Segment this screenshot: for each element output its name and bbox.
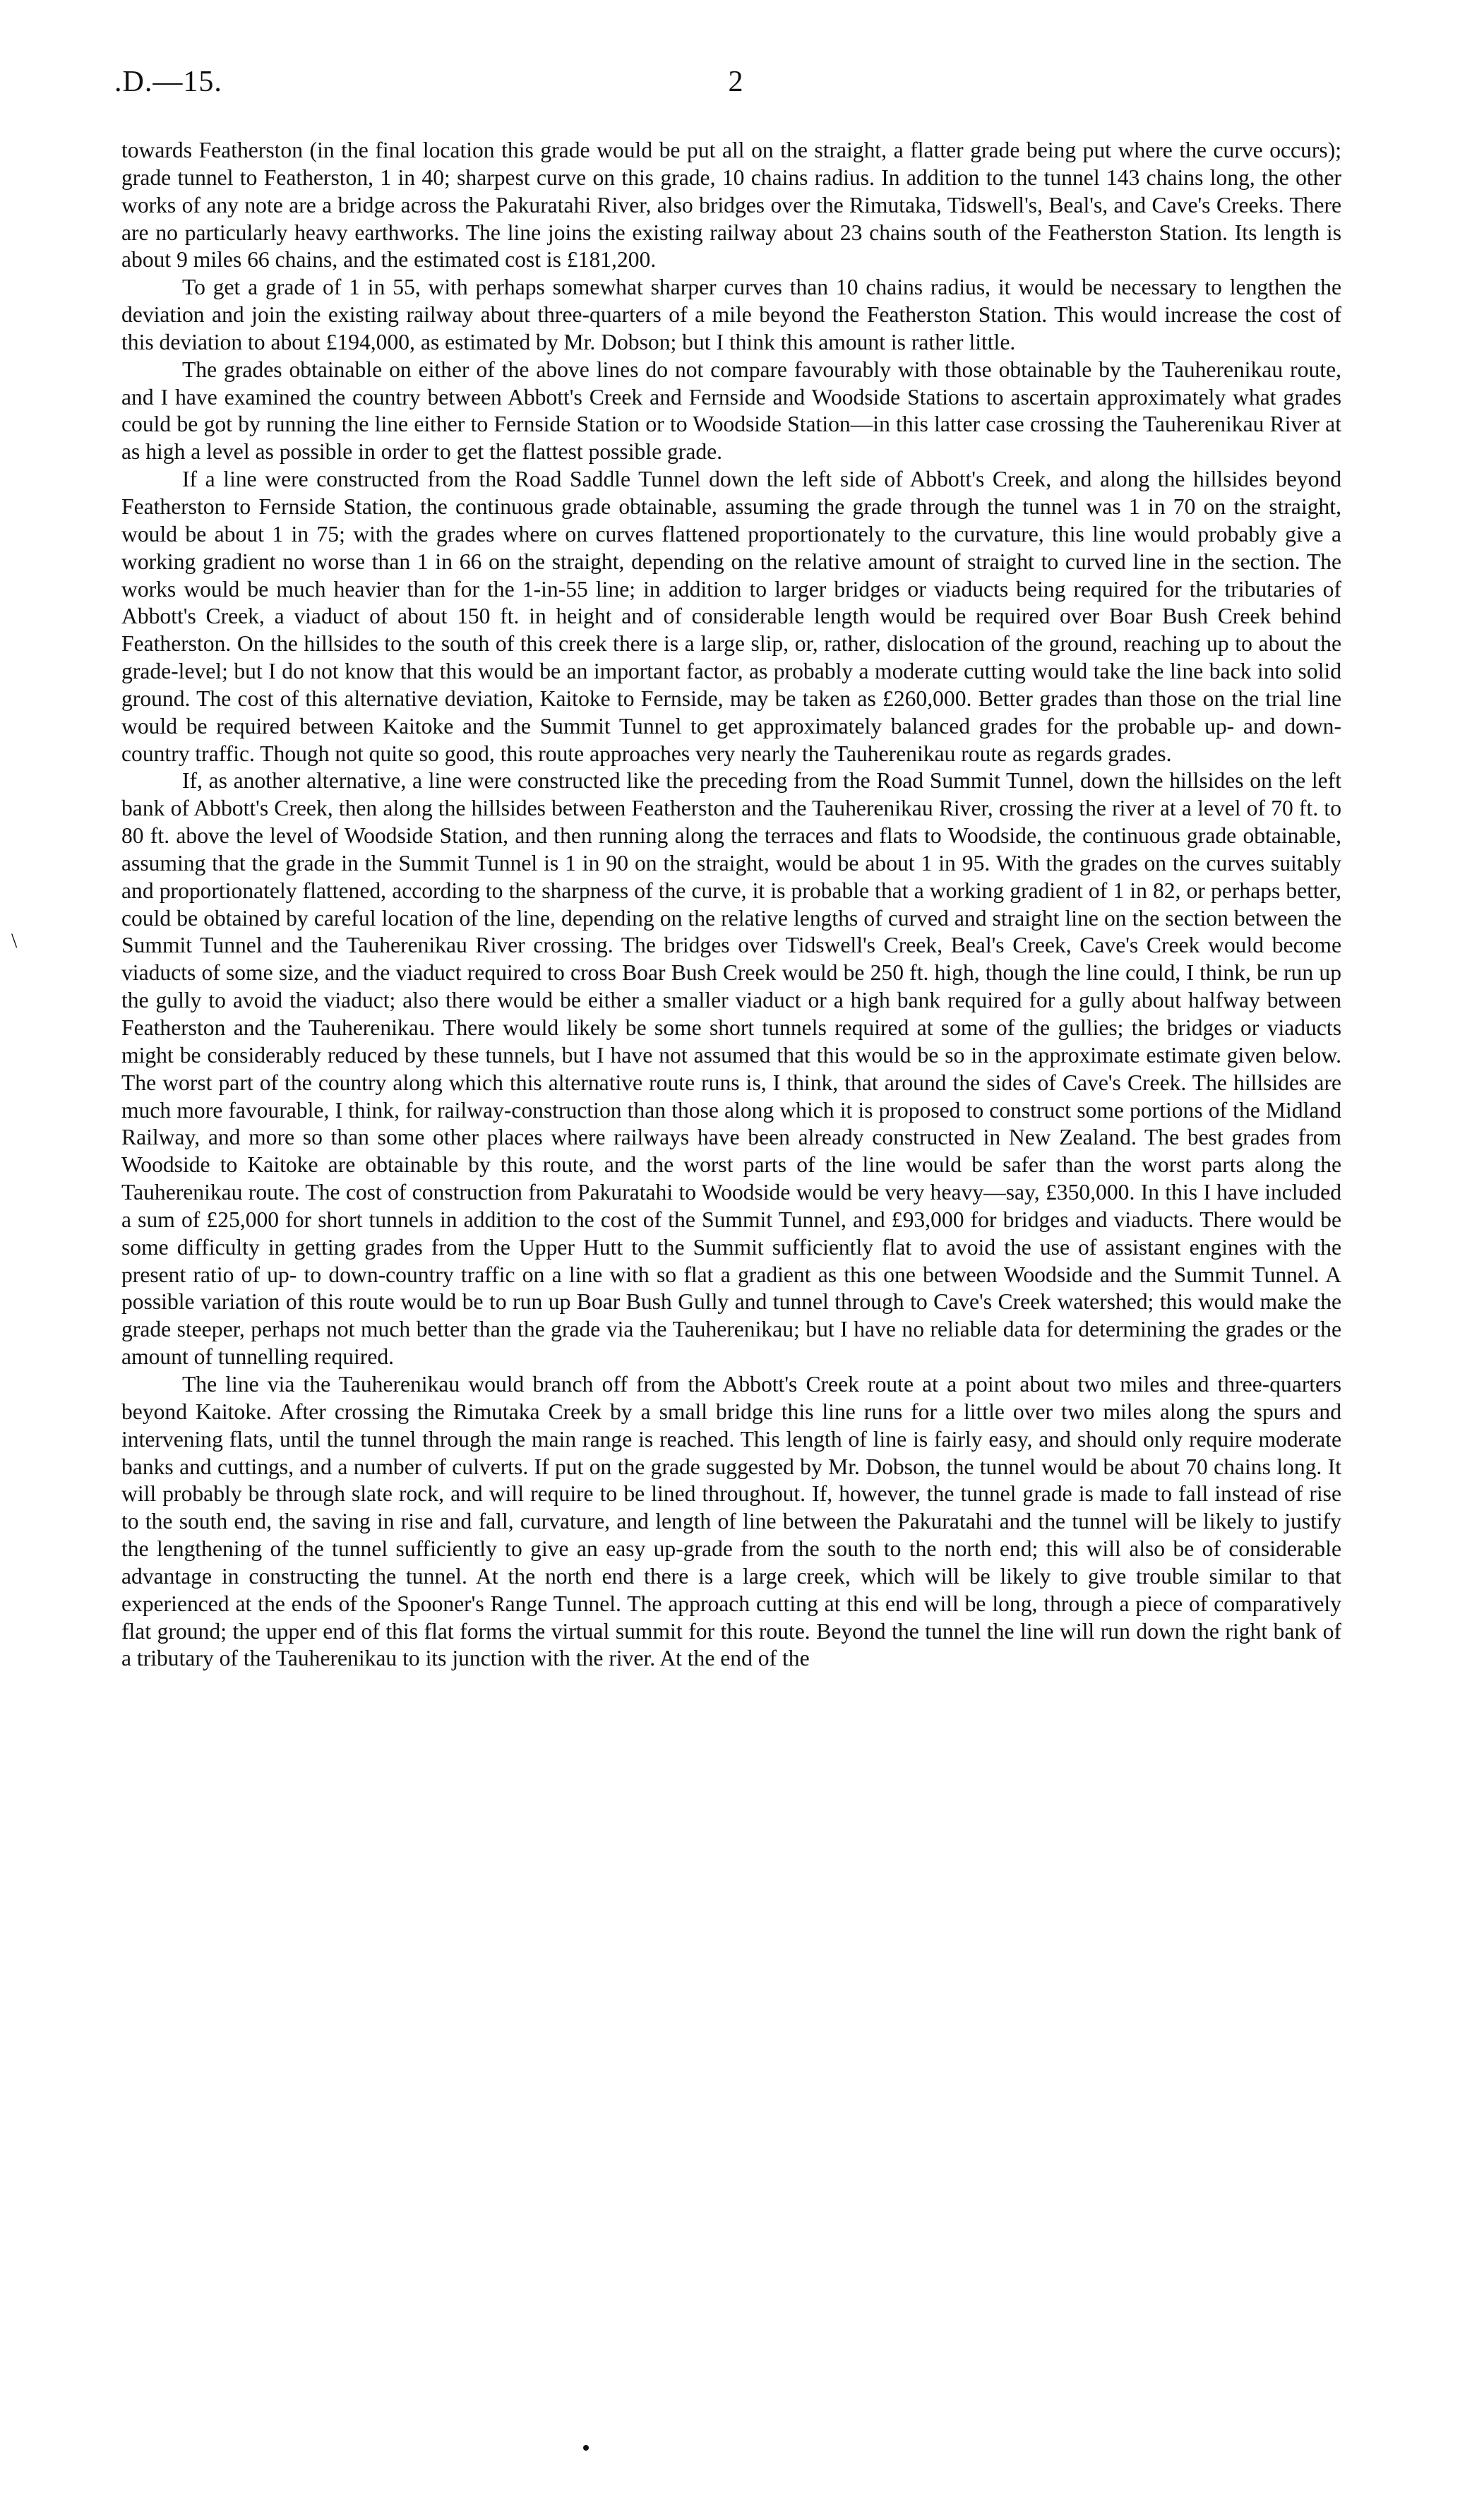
paragraph-grades-comparison: The grades obtainable on either of the above lines do not compare favourably with those obtainable by the Tauherenikau route, and I have examined the country between Abbott's Creek and Fernside and Woodside Stations to ascertain approximately what grades could be got by running the line either to Fernside Station or to Woodside Station—in this latter case crossing the Tauherenikau River at as high a level as possible in order to get the flattest possible grade. xyxy=(121,357,1341,465)
document-reference: .D.—15. xyxy=(114,66,222,98)
body-text xyxy=(121,137,1341,1673)
paragraph-fernside-route: If a line were constructed from the Road Saddle Tunnel down the left side of Abbott's Creek, and along the hillsides beyond Featherston to Fernside Station, the continuous grade obtainable, assuming the grade through the tunnel was 1 in 70 on the straight, would be about 1 in 75; with the grades where on curves flattened proportionately to the curvature, this line would probably give a working gradient no worse than 1 in 66 on the straight, depending on the relative amount of straight to curved line in the section. The works would be much heavier than for the 1-in-55 line; in addition to larger bridges or viaducts being required for the tributaries of Abbott's Creek, a viaduct of about 150 ft. in height and of considerable length would be required over Boar Bush Creek behind Featherston. On the hillsides to the south of this creek there is a large slip, or, rather, dislocation of the ground, reaching up to about the grade-level; but I do not know that this would be an important factor, as probably a moderate cutting would take the line back into solid ground. The cost of this alternative deviation, Kaitoke to Fernside, may be taken as £260,000. Better grades than those on the trial line would be required between Kaitoke and the Summit Tunnel to get approximately balanced grades for the probable up- and down-country traffic. Though not quite so good, this route approaches very nearly the Tauherenikau route as regards grades. xyxy=(121,467,1341,766)
paragraph-grade-1-in-55: To get a grade of 1 in 55, with perhaps somewhat sharper curves than 10 chains radius, it would be necessary to lengthen the deviation and join the existing railway about three-quarters of a mile beyond the Featherston Station. This would increase the cost of this deviation to about £194,000, as estimated by Mr. Dobson; but I think this amount is rather little. xyxy=(121,275,1341,354)
paragraph-tauherenikau-route: The line via the Tauherenikau would branch off from the Abbott's Creek route at a point about two miles and three-quarters beyond Kaitoke. After crossing the Rimutaka Creek by a small bridge this line runs for a little over two miles along the spurs and intervening flats, until the tunnel through the main range is reached. This length of line is fairly easy, and should only require moderate banks and cuttings, and a number of culverts. If put on the grade suggested by Mr. Dobson, the tunnel would be about 70 chains long. It will probably be through slate rock, and will require to be lined throughout. If, however, the tunnel grade is made to fall instead of rise to the south end, the saving in rise and fall, curvature, and length of line between the Pakuratahi and the tunnel will be likely to justify the lengthening of the tunnel sufficiently to give an easy up-grade from the south to the north end; this will also be of considerable advantage in constructing the tunnel. At the north end there is a large creek, which will be likely to give trouble similar to that experienced at the ends of the Spooner's Range Tunnel. The approach cutting at this end will be long, through a piece of comparatively flat ground; the upper end of this flat forms the virtual summit for this route. Beyond the tunnel the line will run down the right bank of a tributary of the Tauherenikau to its junction with the river. At the end of the xyxy=(121,1371,1341,1671)
page-header xyxy=(114,65,1357,107)
footer-dot xyxy=(583,2445,589,2451)
page-number: 2 xyxy=(728,66,743,98)
paragraph-woodside-route: If, as another alternative, a line were constructed like the preceding from the Road Summit Tunnel, down the hillsides on the left bank of Abbott's Creek, then along the hillsides between Featherston and the Tauherenikau River, crossing the river at a level of 70 ft. to 80 ft. above the level of Woodside Station, and then running along the terraces and flats to Woodside, the continuous grade obtainable, assuming that the grade in the Summit Tunnel is 1 in 90 on the straight, would be about 1 in 95. With the grades on the curves suitably and proportionately flattened, according to the sharpness of the curve, it is probable that a working gradient of 1 in 82, or perhaps better, could be obtained by careful location of the line, depending on the relative lengths of curved and straight line on the section between the Summit Tunnel and the Tauherenikau River crossing. The bridges over Tidswell's Creek, Beal's Creek, Cave's Creek would become viaducts of some size, and the viaduct required to cross Boar Bush Creek would be 250 ft. high, though the line could, I think, be run up the gully to avoid the viaduct; also there would be either a smaller viaduct or a high bank required for a gully about halfway between Featherston and the Tauherenikau. There would likely be some short tunnels required at some of the gullies; the bridges or viaducts might be considerably reduced by these tunnels, but I have not assumed that this would be so in the approximate estimate given below. The worst part of the country along which this alternative route runs is, I think, that around the sides of Cave's Creek. The hillsides are much more favourable, I think, for railway-construction than those along which it is proposed to construct some portions of the Midland Railway, and more so than some other places where railways have been already constructed in New Zealand. The best grades from Woodside to Kaitoke are obtainable by this route, and the worst parts of the line would be safer than the worst parts along the Tauherenikau route. The cost of construction from Pakuratahi to Woodside would be very heavy—say, £350,000. In this I have included a sum of £25,000 for short tunnels in addition to the cost of the Summit Tunnel, and £93,000 for bridges and viaducts. There would be some difficulty in getting grades from the Upper Hutt to the Summit sufficiently flat to avoid the use of assistant engines with the present ratio of up- to down-country traffic on a line with so flat a gradient as this one between Woodside and the Summit Tunnel. A possible variation of this route would be to run up Boar Bush Gully and tunnel through to Cave's Creek watershed; this would make the grade steeper, perhaps not much better than the grade via the Tauherenikau; but I have no reliable data for determining the grades or the amount of tunnelling required. xyxy=(121,768,1341,1370)
paragraph-continued: towards Featherston (in the final location this grade would be put all on the straight, a flatter grade being put where the curve occurs); grade tunnel to Featherston, 1 in 40; sharpest curve on this grade, 10 chains radius. In addition to the tunnel 143 chains long, the other works of any note are a bridge across the Pakuratahi River, also bridges over the Rimutaka, Tidswell's, Beal's, and Cave's Creeks. There are no particularly heavy earthworks. The line joins the existing railway about 23 chains south of the Featherston Station. Its length is about 9 miles 66 chains, and the estimated cost is £181,200. xyxy=(121,138,1341,273)
margin-mark: \ xyxy=(11,929,18,952)
